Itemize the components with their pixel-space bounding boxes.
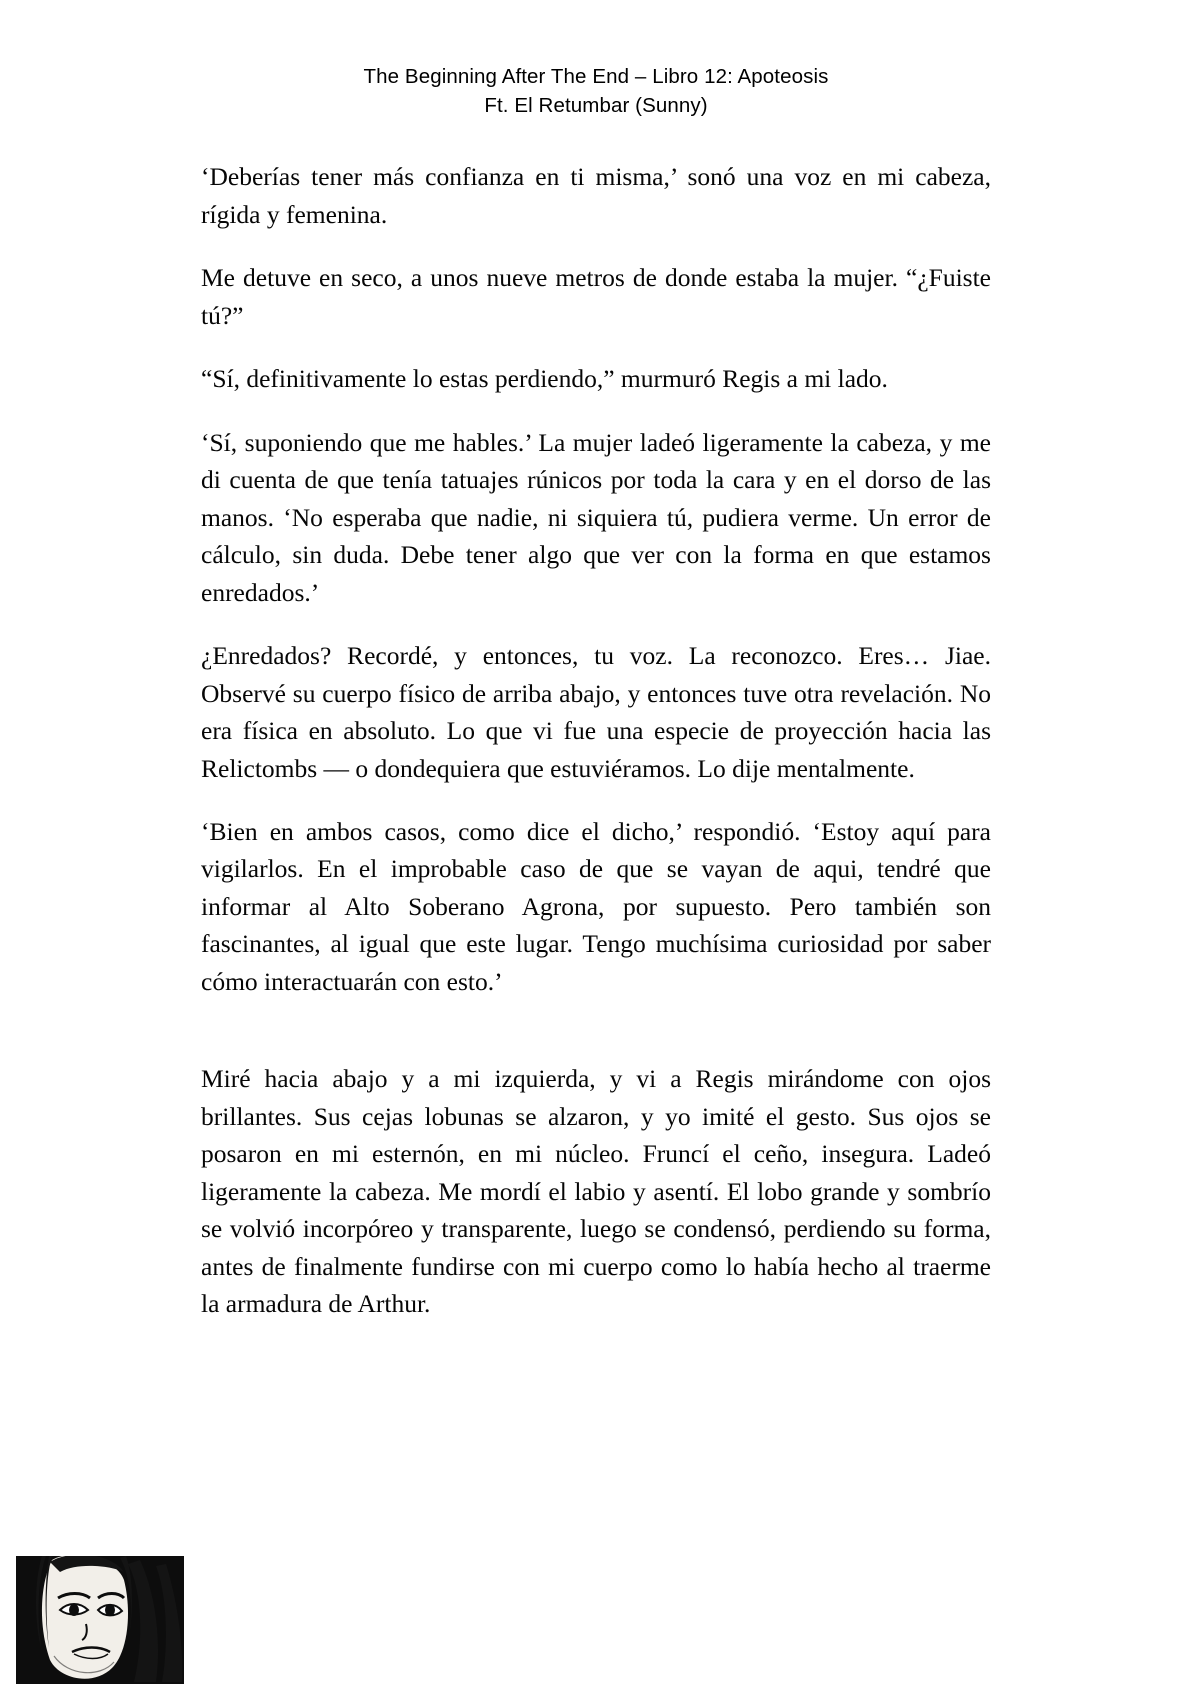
paragraph: Miré hacia abajo y a mi izquierda, y vi a Regis mirándome con ojos brillantes. Sus cejas lobunas se alzaron, y yo imité el gesto. Sus ojos se posaron en mi esternón, en mi núcleo. Fruncí el ceño, insegura. Ladeó ligeramente la cabeza. Me mordí el labio y asentí. El lobo grande y sombrío se volvió incorpóreo y transparente, luego se condensó, perdiendo su forma, antes de finalmente fundirse con mi cuerpo como lo había hecho al traerme la armadura de Arthur. xyxy=(201,1064,991,1319)
paragraph: Me detuve en seco, a unos nueve metros de donde estaba la mujer. “¿Fuiste tú?” xyxy=(201,263,991,330)
paragraph: ¿Enredados? Recordé, y entonces, tu voz. La reconozco. Eres… Jiae. Observé su cuerpo físico de arriba abajo, y entonces tuve otra revelación. No era física en absoluto. Lo que vi fue una especie de proyección hacia las Relictombs — o dondequiera que estuviéramos. Lo dije mentalmente. xyxy=(201,641,991,783)
manga-face-illustration xyxy=(16,1556,184,1684)
paragraph: “Sí, definitivamente lo estas perdiendo,” murmuró Regis a mi lado. xyxy=(201,364,888,394)
header-title-line-2: Ft. El Retumbar (Sunny) xyxy=(484,94,708,118)
header-title-line-1: The Beginning After The End – Libro 12: Apoteosis xyxy=(363,65,829,88)
document-body xyxy=(201,120,991,1323)
paragraph: ‘Bien en ambos casos, como dice el dicho,’ respondió. ‘Estoy aquí para vigilarlos. En el improbable caso de que se vayan de aqui, tendré que informar al Alto Soberano Agrona, por supuesto. Pero también son fascinantes, al igual que este lugar. Tengo muchísima curiosidad por saber cómo interactuarán con esto.’ xyxy=(201,817,991,996)
paragraph: ‘Sí, suponiendo que me hables.’ La mujer ladeó ligeramente la cabeza, y me di cuenta de que tenía tatuajes rúnicos por toda la cara y en el dorso de las manos. ‘No esperaba que nadie, ni siquiera tú, pudiera verme. Un error de cálculo, sin duda. Debe tener algo que ver con la forma en que estamos enredados.’ xyxy=(201,427,991,607)
paragraph: ‘Deberías tener más confianza en ti misma,’ sonó una voz en mi cabeza, rígida y femenina. xyxy=(201,162,991,229)
page-header xyxy=(0,0,1192,120)
paragraph-spacer xyxy=(201,1026,991,1060)
